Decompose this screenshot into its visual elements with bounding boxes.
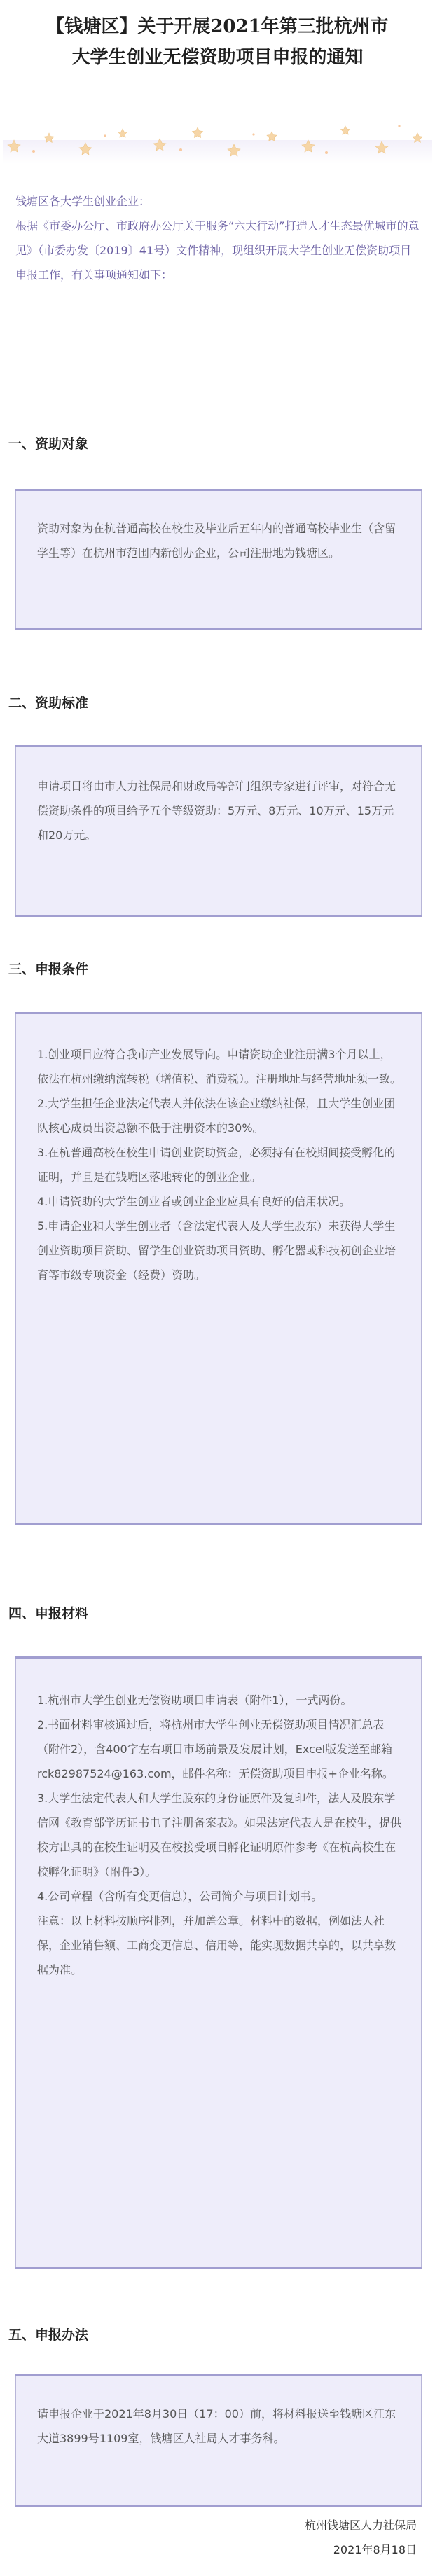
star-icon [192, 127, 202, 137]
star-icon [118, 129, 127, 137]
intro-body: 根据《市委办公厅、市政府办公厅关于服务“六大行动”打造人才生态最优城市的意见》（市委办发〔2019〕41号）文件精神，现组织开展大学生创业无偿资助项目申报工作，有关事项通知如下： [15, 219, 420, 282]
star-icon [44, 133, 54, 142]
section-heading-4: 四、申报材料 [8, 1606, 89, 1621]
star-icons [0, 119, 435, 169]
signature-block [207, 2513, 417, 2562]
section-box-1 [15, 489, 422, 630]
section-content-3 [37, 1042, 401, 1287]
section-heading-5: 五、申报办法 [8, 2327, 89, 2343]
star-icon [79, 143, 92, 155]
section-box-2 [15, 745, 422, 917]
paragraph: 请申报企业于2021年8月30日（17：00）前，将材料报送至钱塘区江东大道3899号1109室，钱塘区人社局人才事务科。 [37, 2407, 396, 2445]
section-content-5 [37, 2402, 401, 2451]
star-decoration-banner [0, 119, 435, 169]
section-box-5 [15, 2374, 422, 2507]
star-icon [340, 126, 350, 134]
star-icon [267, 132, 277, 141]
section-content-2 [37, 774, 401, 847]
star-icon [228, 144, 240, 156]
section-heading-3: 三、申报条件 [8, 962, 89, 977]
star-icon [375, 141, 388, 153]
star-icon [8, 140, 20, 152]
section-content-4 [37, 1688, 401, 1982]
signature-org: 杭州钱塘区人力社保局 [304, 2519, 417, 2532]
paragraph: 3.在杭普通高校在校生申请创业资助资金，必须持有在校期间接受孵化的证明，并且是在钱塘区落地转化的创业企业。 [37, 1146, 396, 1184]
signature-date: 2021年8月18日 [333, 2543, 417, 2556]
paragraph: 5.申请企业和大学生创业者（含法定代表人及大学生股东）未获得大学生创业资助项目资助、留学生创业资助项目资助、孵化器或科技初创企业培育等市级专项资金（经费）资助。 [37, 1219, 396, 1282]
intro-greeting: 钱塘区各大学生创业企业： [15, 195, 151, 208]
section-box-3 [15, 1012, 422, 1525]
section-content-1 [37, 516, 401, 565]
paragraph: 4.公司章程（含所有变更信息），公司简介与项目计划书。 [37, 1890, 323, 1903]
paragraph: 资助对象为在杭普通高校在校生及毕业后五年内的普通高校毕业生（含留学生等）在杭州市范围内新创办企业，公司注册地为钱塘区。 [37, 522, 396, 560]
star-icon [413, 133, 422, 142]
paragraph: 1.杭州市大学生创业无偿资助项目申请表（附件1），一式两份。 [37, 1694, 352, 1707]
paragraph: 3.大学生法定代表人和大学生股东的身份证原件及复印件，法人及股东学信网《教育部学历证书电子注册备案表》。如果法定代表人是在校生，提供校方出具的在校生证明及在校接受项目孵化证明原件参考《在杭高校生在校孵化证明》（附件3）。 [37, 1792, 402, 1878]
title-line-1: 【钱塘区】关于开展2021年第三批杭州市 [46, 16, 389, 37]
paragraph: 4.申请资助的大学生创业者或创业企业应具有良好的信用状况。 [37, 1195, 351, 1208]
paragraph: 1.创业项目应符合我市产业发展导向。申请资助企业注册满3个月以上，依法在杭州缴纳流转税（增值税、消费税）。注册地址与经营地址须一致。 [37, 1048, 402, 1086]
paragraph: 注意：以上材料按顺序排列，并加盖公章。材料中的数据，例如法人社保，企业销售额、工商变更信息、信用等，能实现数据共享的，以共享数据为准。 [37, 1914, 396, 1976]
section-heading-1: 一、资助对象 [8, 436, 89, 452]
paragraph: 申请项目将由市人力社保局和财政局等部门组织专家进行评审，对符合无偿资助条件的项目给予五个等级资助：5万元、8万元、10万元、15万元和20万元。 [37, 780, 396, 842]
paragraph: 2.书面材料审核通过后，将杭州市大学生创业无偿资助项目情况汇总表（附件2），含400字左右项目市场前景及发展计划，Excel版发送至邮箱rck82987524@163.com，邮件名称：无偿资助项目申报+企业名称。 [37, 1718, 394, 1780]
star-icon [302, 140, 315, 152]
section-heading-2: 二、资助标准 [8, 695, 89, 711]
paragraph: 2.大学生担任企业法定代表人并依法在该企业缴纳社保，且大学生创业团队核心成员出资总额不低于注册资本的30%。 [37, 1097, 396, 1135]
star-icon [153, 139, 166, 151]
intro-text [15, 189, 420, 287]
section-box-4 [15, 1656, 422, 2269]
title-line-2: 大学生创业无偿资助项目申报的通知 [71, 47, 364, 68]
article-title [0, 11, 435, 73]
